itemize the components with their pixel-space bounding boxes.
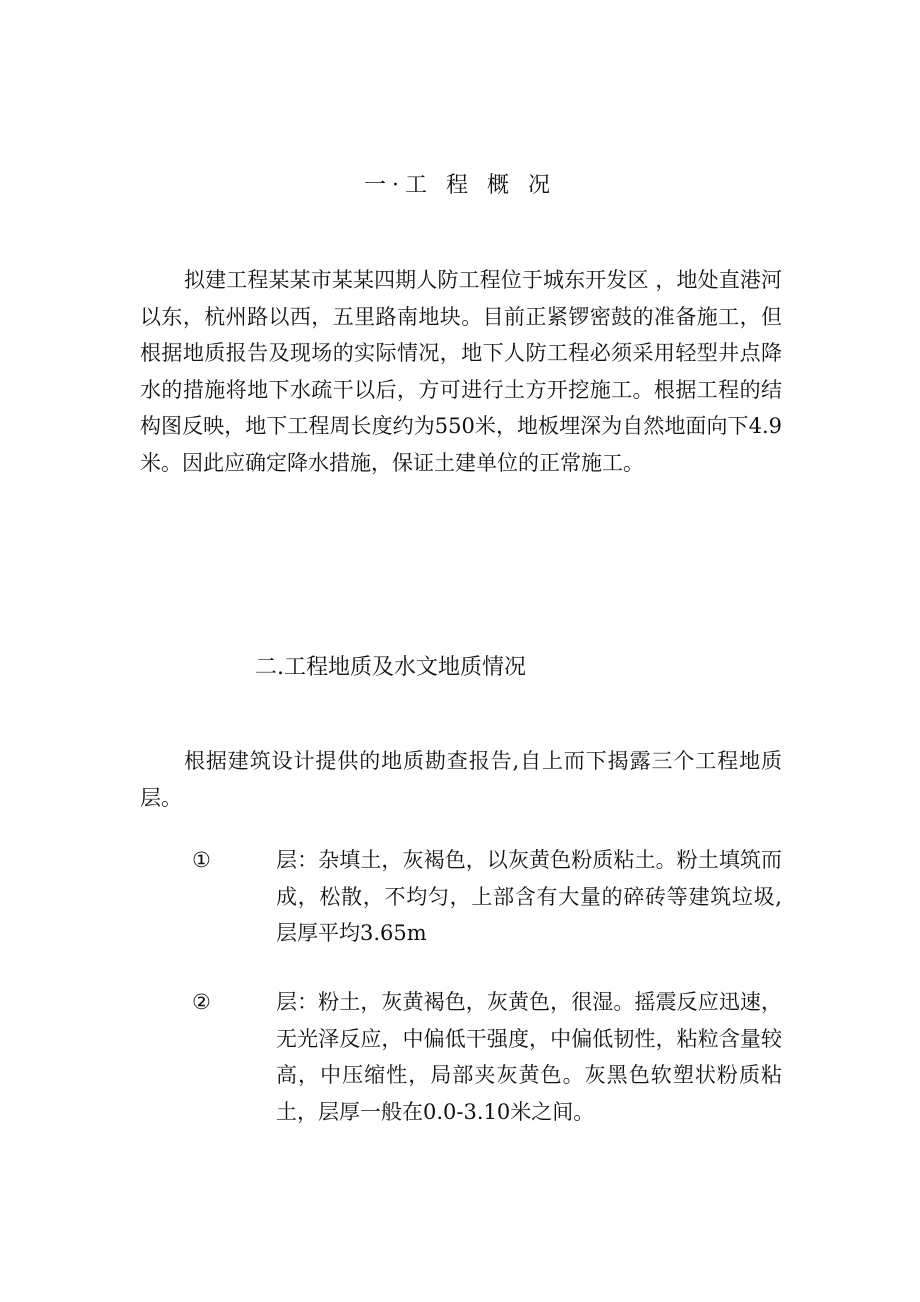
project-overview-paragraph: 拟建工程某某市某某四期人防工程位于城东开发区 ，地处直港河以东，杭州路以西，五里路南地块。目前正紧锣密鼓的准备施工，但根据地质报告及现场的实际情况，地下人防工程必须采用轻型井点降水的措施将地下水疏干以后，方可进行土方开挖施工。根据工程的结构图反映，地下工程周长度约为550米，地板埋深为自然地面向下4.9米。因此应确定降水措施，保证土建单位的正常施工。 bbox=[140, 268, 782, 475]
layer-1-marker: ① bbox=[192, 848, 211, 872]
layer-2-description: 层：粉土，灰黄褐色，灰黄色，很湿。摇震反应迅速，无光泽反应，中偏低干强度，中偏低韧性，粘粒含量较高，中压缩性，局部夹灰黄色。灰黑色软塑状粉质粘土，层厚一般在0.0-3.10米之间。 bbox=[276, 990, 782, 1124]
geology-intro-paragraph: 根据建筑设计提供的地质勘查报告,自上而下揭露三个工程地质层。 bbox=[140, 749, 782, 810]
layer-1-description: 层：杂填土，灰褐色，以灰黄色粉质粘土。粉土填筑而成，松散，不均匀，上部含有大量的碎砖等建筑垃圾,层厚平均3.65m bbox=[276, 848, 782, 946]
layer-2-marker: ② bbox=[192, 990, 211, 1014]
section-1-title: 一·工 程 概 况 bbox=[364, 173, 556, 198]
section-2-title: 二.工程地质及水文地质情况 bbox=[255, 655, 526, 680]
